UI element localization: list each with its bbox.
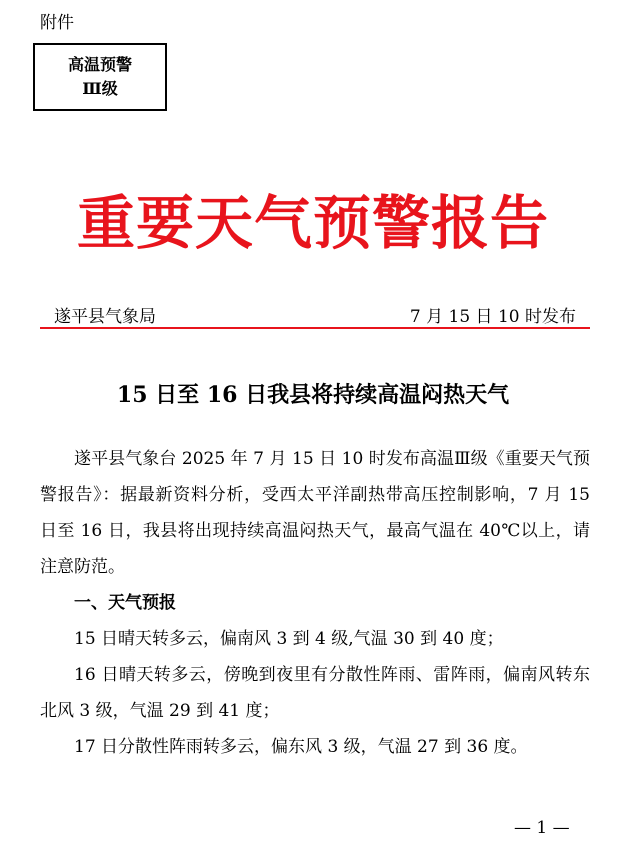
warning-level-grade: Ⅲ级 <box>82 79 118 98</box>
warning-level-type: 高温预警 <box>67 55 132 74</box>
red-divider <box>40 327 590 329</box>
report-title: 重要天气预警报告 <box>76 189 549 257</box>
attachment-label: 附件 <box>40 13 74 33</box>
issuer-row <box>40 302 590 328</box>
headline: 15 日至 16 日我县将持续高温闷热天气 <box>116 382 510 408</box>
warning-level-box <box>33 43 167 111</box>
page-number: — 1 — <box>514 818 570 838</box>
report-body <box>40 441 590 765</box>
forecast-day-15: 15 日晴天转多云，偏南风 3 到 4 级,气温 30 到 40 度； <box>74 629 504 649</box>
issue-time: 7 月 15 日 10 时发布 <box>409 307 576 327</box>
forecast-day-17: 17 日分散性阵雨转多云，偏东风 3 级，气温 27 到 36 度。 <box>74 737 528 757</box>
section-heading: 一、天气预报 <box>74 593 176 613</box>
forecast-day-16: 16 日晴天转多云，傍晚到夜里有分散性阵雨、雷阵雨，偏南风转东北风 3 级，气温 29 到 41 度； <box>40 665 590 721</box>
intro-paragraph: 遂平县气象台 2025 年 7 月 15 日 10 时发布高温Ⅲ级《重要天气预警报告》：据最新资料分析，受西太平洋副热带高压控制影响，7 月 15 日至 16 日，我县将出现持续高温闷热天气，最高气温在 40℃以上，请注意防范。 <box>40 449 590 577</box>
issuer-name: 遂平县气象局 <box>54 307 156 327</box>
